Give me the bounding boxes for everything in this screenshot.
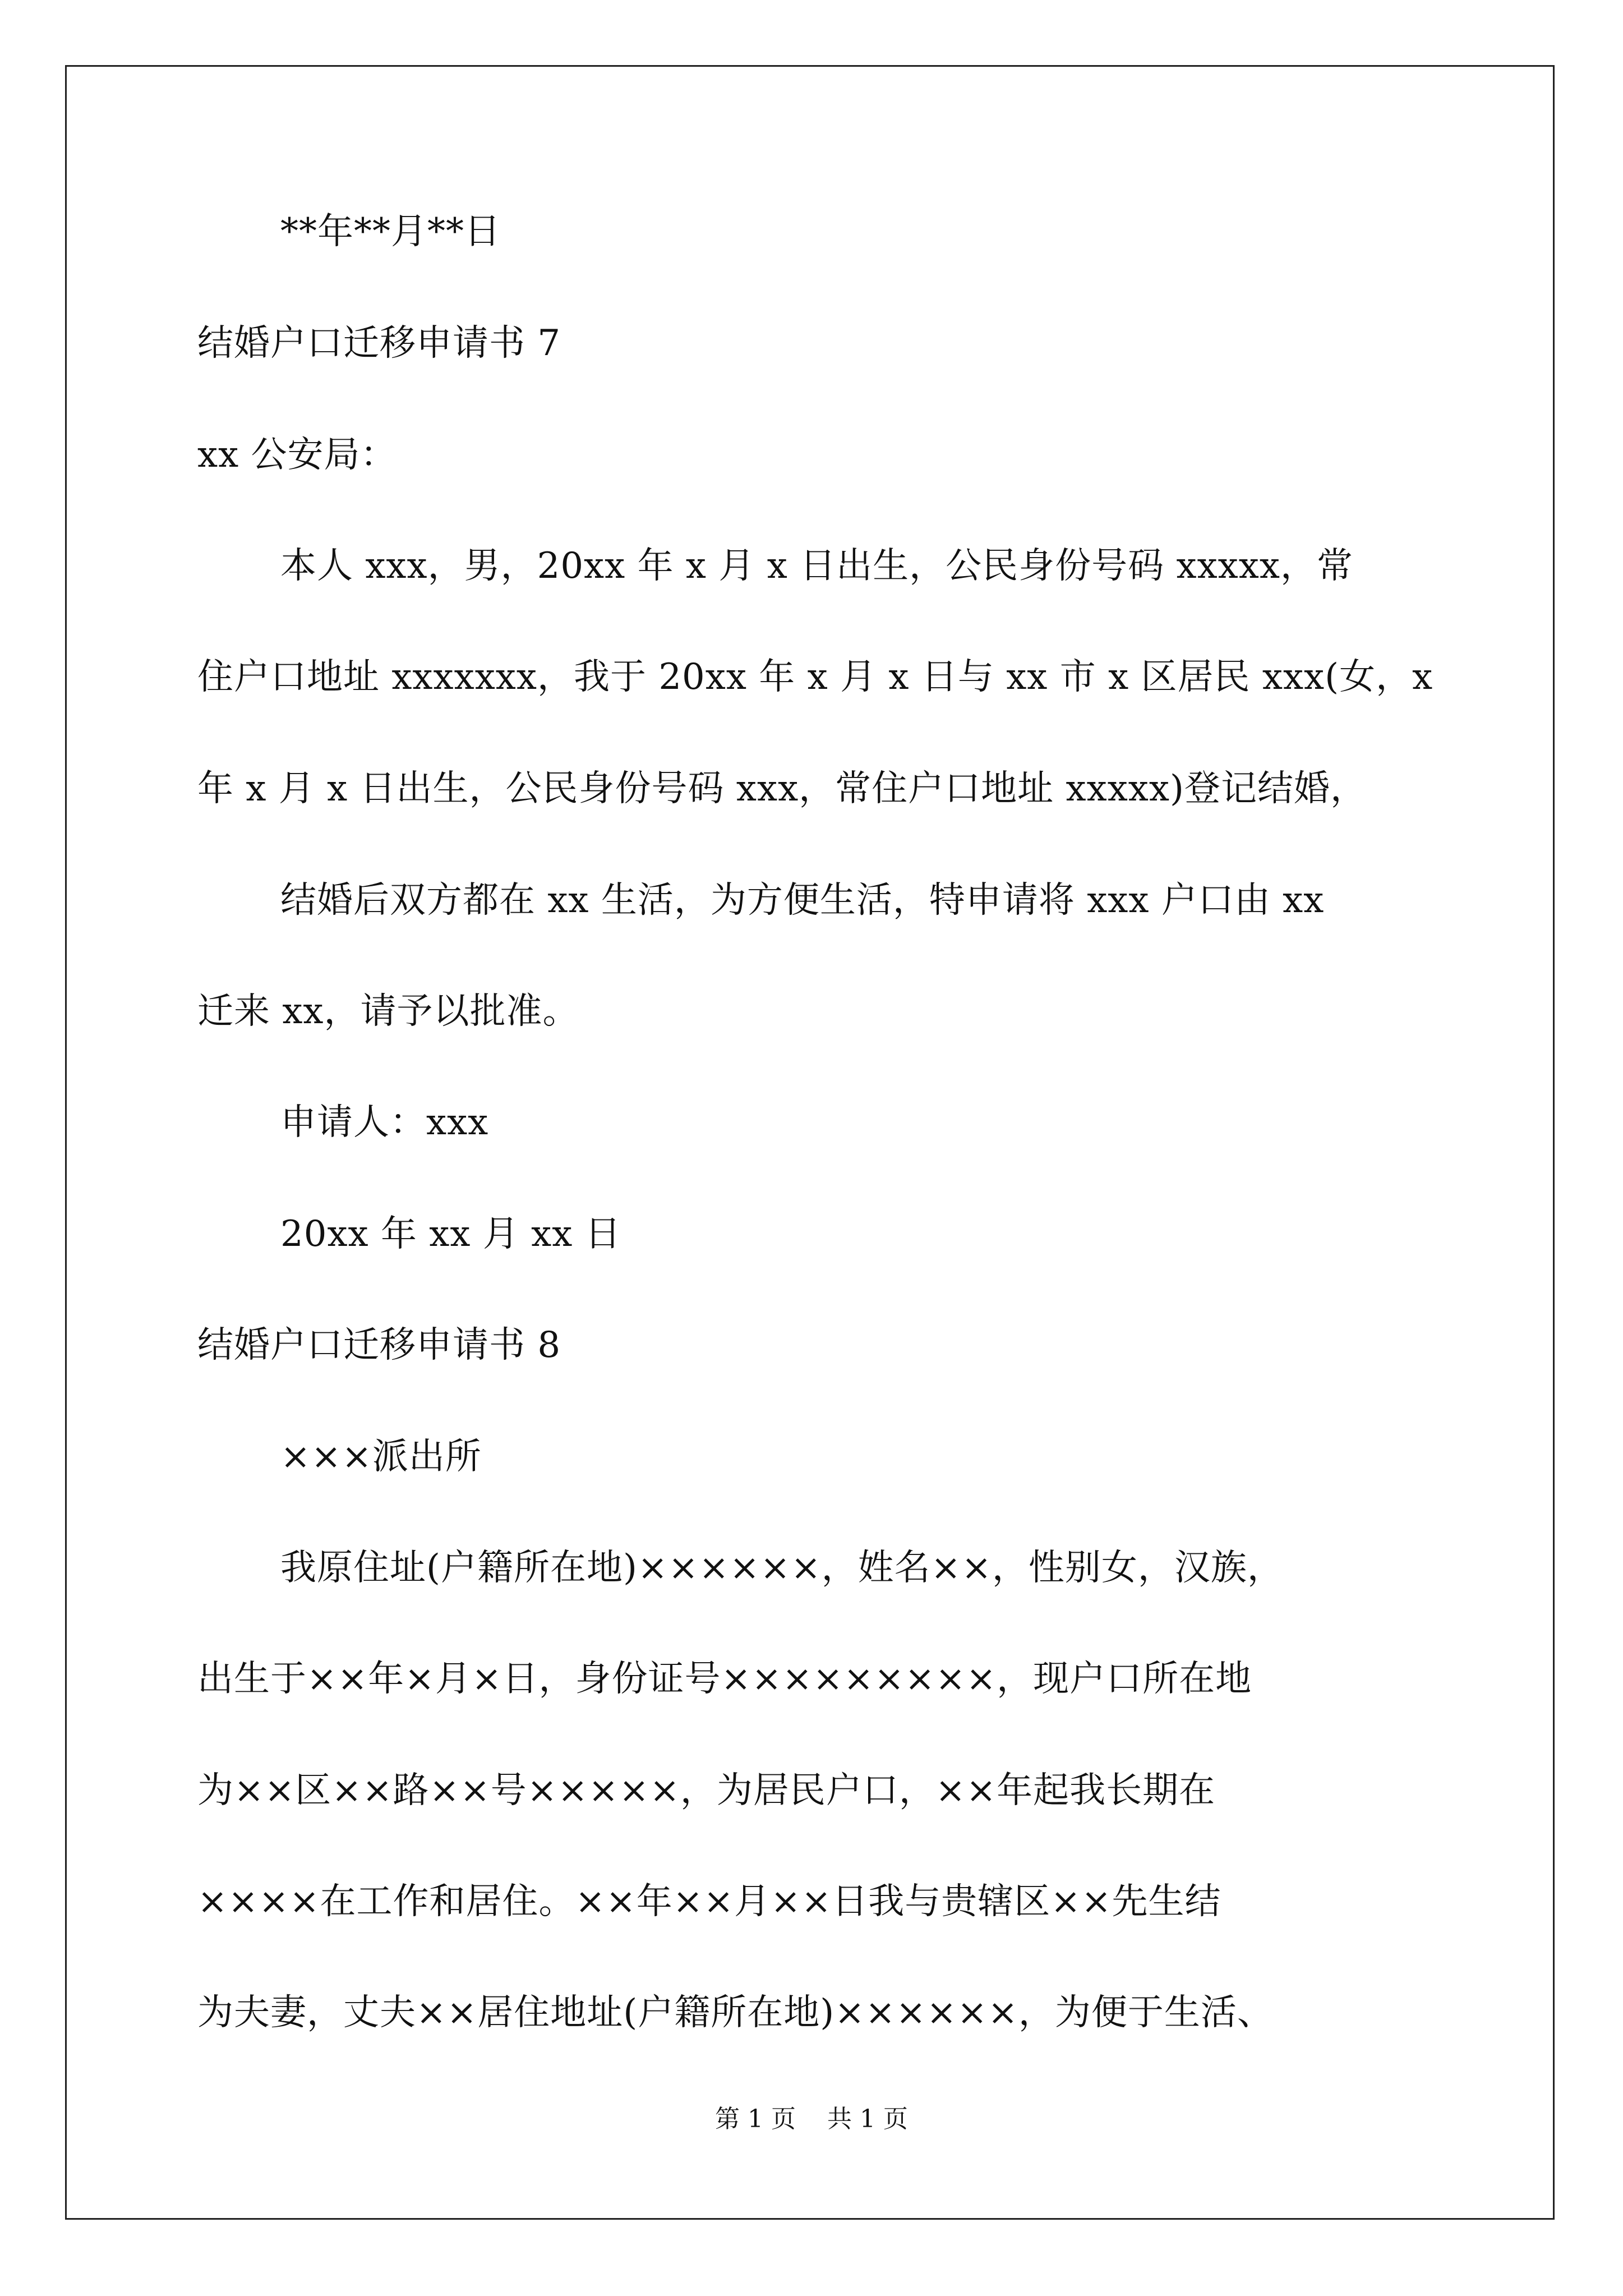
date-line: **年**月**日 [280, 211, 501, 252]
section-heading-7: 结婚户口迁移申请书 7 [197, 323, 561, 364]
body-line: ××××在工作和居住。××年××月××日我与贵辖区××先生结 [197, 1881, 1221, 1922]
body-line: 结婚后双方都在 xx 生活，为方便生活，特申请将 xxx 户口由 xx [280, 880, 1325, 921]
body-line: 本人 xxx，男，20xx 年 x 月 x 日出生，公民身份号码 xxxxx，常 [280, 545, 1353, 587]
body-line: 住户口地址 xxxxxxx，我于 20xx 年 x 月 x 日与 xx 市 x 区居民 xxx(女，x [197, 656, 1433, 698]
addressee: ×××派出所 [280, 1436, 482, 1478]
salutation: xx 公安局： [197, 434, 397, 476]
section-heading-8: 结婚户口迁移申请书 8 [197, 1324, 561, 1366]
body-line: 出生于××年×月×日，身份证号×××××××××，现户口所在地 [197, 1658, 1252, 1700]
body-line: 年 x 月 x 日出生，公民身份号码 xxx，常住户口地址 xxxxx)登记结婚， [197, 768, 1367, 809]
body-line: 我原住址(户籍所在地)××××××，姓名××，性别女，汉族， [280, 1547, 1284, 1589]
page-number-footer: 第 1 页 共 1 页 [715, 2105, 908, 2133]
applicant-line: 申请人：xxx [280, 1102, 489, 1143]
body-line: 为××区××路××号×××××，为居民户口，××年起我长期在 [197, 1770, 1216, 1811]
body-line: 迁来 xx，请予以批准。 [197, 991, 579, 1032]
signature-date: 20xx 年 xx 月 xx 日 [280, 1213, 621, 1255]
body-line: 为夫妻，丈夫××居住地址(户籍所在地)××××××，为便于生活、 [197, 1992, 1274, 2033]
